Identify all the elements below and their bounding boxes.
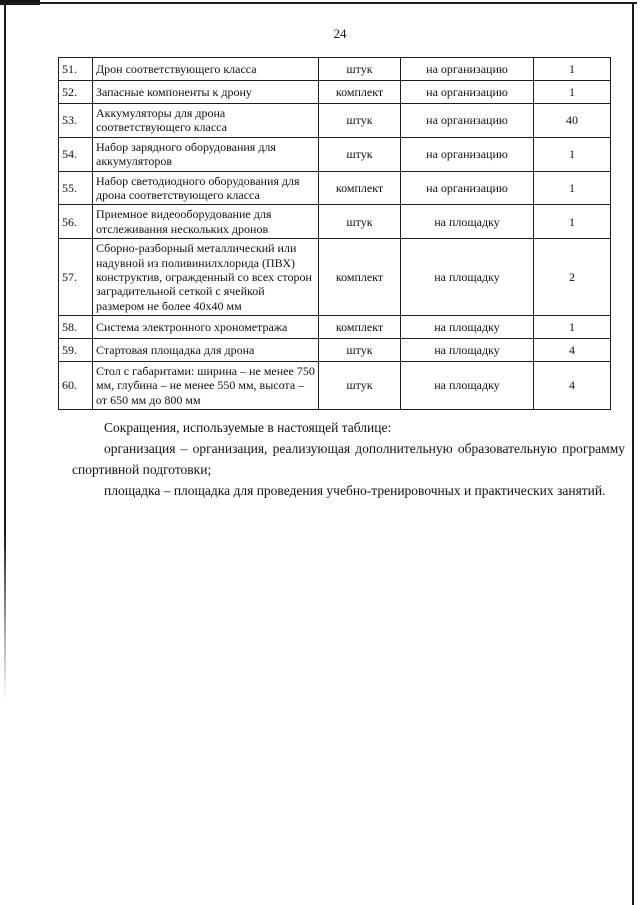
table-row: [59, 137, 611, 171]
item-allocation: на площадку: [401, 239, 534, 316]
row-number: 55.: [59, 171, 93, 205]
item-allocation: на организацию: [401, 171, 534, 205]
item-allocation: на площадку: [401, 205, 534, 239]
row-number: 54.: [59, 137, 93, 171]
item-name: Аккумуляторы для дрона соответствующего класса: [93, 104, 319, 138]
item-quantity: 4: [534, 339, 611, 362]
item-unit: штук: [319, 205, 401, 239]
item-allocation: на площадку: [401, 362, 534, 410]
abbreviations-note: [72, 417, 625, 501]
abbreviations-intro: Сокращения, используемые в настоящей таблице:: [104, 420, 392, 435]
table-row: [59, 339, 611, 362]
row-number: 51.: [59, 58, 93, 81]
item-allocation: на организацию: [401, 137, 534, 171]
abbreviation-organization: организация – организация, реализующая дополнительную образовательную программу спортивной подготовки;: [72, 441, 625, 477]
item-quantity: 1: [534, 81, 611, 104]
item-allocation: на организацию: [401, 58, 534, 81]
table-row: [59, 171, 611, 205]
item-name: Приемное видеооборудование для отслеживания нескольких дронов: [93, 205, 319, 239]
item-allocation: на площадку: [401, 339, 534, 362]
item-name: Стол с габаритами: ширина – не менее 750 мм, глубина – не менее 550 мм, высота – от 650 мм до 800 мм: [93, 362, 319, 410]
item-quantity: 1: [534, 137, 611, 171]
abbreviation-site: площадка – площадка для проведения учебно-тренировочных и практических занятий.: [104, 483, 606, 498]
row-number: 52.: [59, 81, 93, 104]
item-quantity: 1: [534, 316, 611, 339]
equipment-table: [58, 57, 611, 410]
row-number: 58.: [59, 316, 93, 339]
item-name: Стартовая площадка для дрона: [93, 339, 319, 362]
item-quantity: 1: [534, 58, 611, 81]
table-row: [59, 58, 611, 81]
item-quantity: 4: [534, 362, 611, 410]
row-number: 60.: [59, 362, 93, 410]
page-number: 24: [333, 26, 347, 41]
table-row: [59, 81, 611, 104]
equipment-table-body: [59, 58, 611, 410]
table-row: [59, 104, 611, 138]
table-row: [59, 205, 611, 239]
table-row: [59, 316, 611, 339]
item-name: Набор светодиодного оборудования для дрона соответствующего класса: [93, 171, 319, 205]
item-unit: комплект: [319, 171, 401, 205]
item-allocation: на организацию: [401, 81, 534, 104]
item-unit: штук: [319, 339, 401, 362]
item-quantity: 1: [534, 205, 611, 239]
scan-border-top: [0, 2, 637, 4]
item-name: Система электронного хронометража: [93, 316, 319, 339]
scan-border-left: [4, 2, 6, 702]
item-unit: комплект: [319, 239, 401, 316]
item-unit: штук: [319, 104, 401, 138]
item-name: Набор зарядного оборудования для аккумуляторов: [93, 137, 319, 171]
item-unit: штук: [319, 137, 401, 171]
item-allocation: на организацию: [401, 104, 534, 138]
row-number: 53.: [59, 104, 93, 138]
item-quantity: 1: [534, 171, 611, 205]
item-name: Сборно-разборный металлический или надувной из поливинилхлорида (ПВХ) конструктив, огражденный со всех сторон заградительной сеткой с ячейкой размером не более 40х40 мм: [93, 239, 319, 316]
scan-border-right: [632, 2, 634, 905]
row-number: 59.: [59, 339, 93, 362]
row-number: 56.: [59, 205, 93, 239]
item-name: Запасные компоненты к дрону: [93, 81, 319, 104]
item-quantity: 2: [534, 239, 611, 316]
item-unit: штук: [319, 362, 401, 410]
table-row: [59, 239, 611, 316]
item-allocation: на площадку: [401, 316, 534, 339]
row-number: 57.: [59, 239, 93, 316]
item-name: Дрон соответствующего класса: [93, 58, 319, 81]
item-unit: комплект: [319, 316, 401, 339]
table-row: [59, 362, 611, 410]
item-quantity: 40: [534, 104, 611, 138]
item-unit: штук: [319, 58, 401, 81]
item-unit: комплект: [319, 81, 401, 104]
